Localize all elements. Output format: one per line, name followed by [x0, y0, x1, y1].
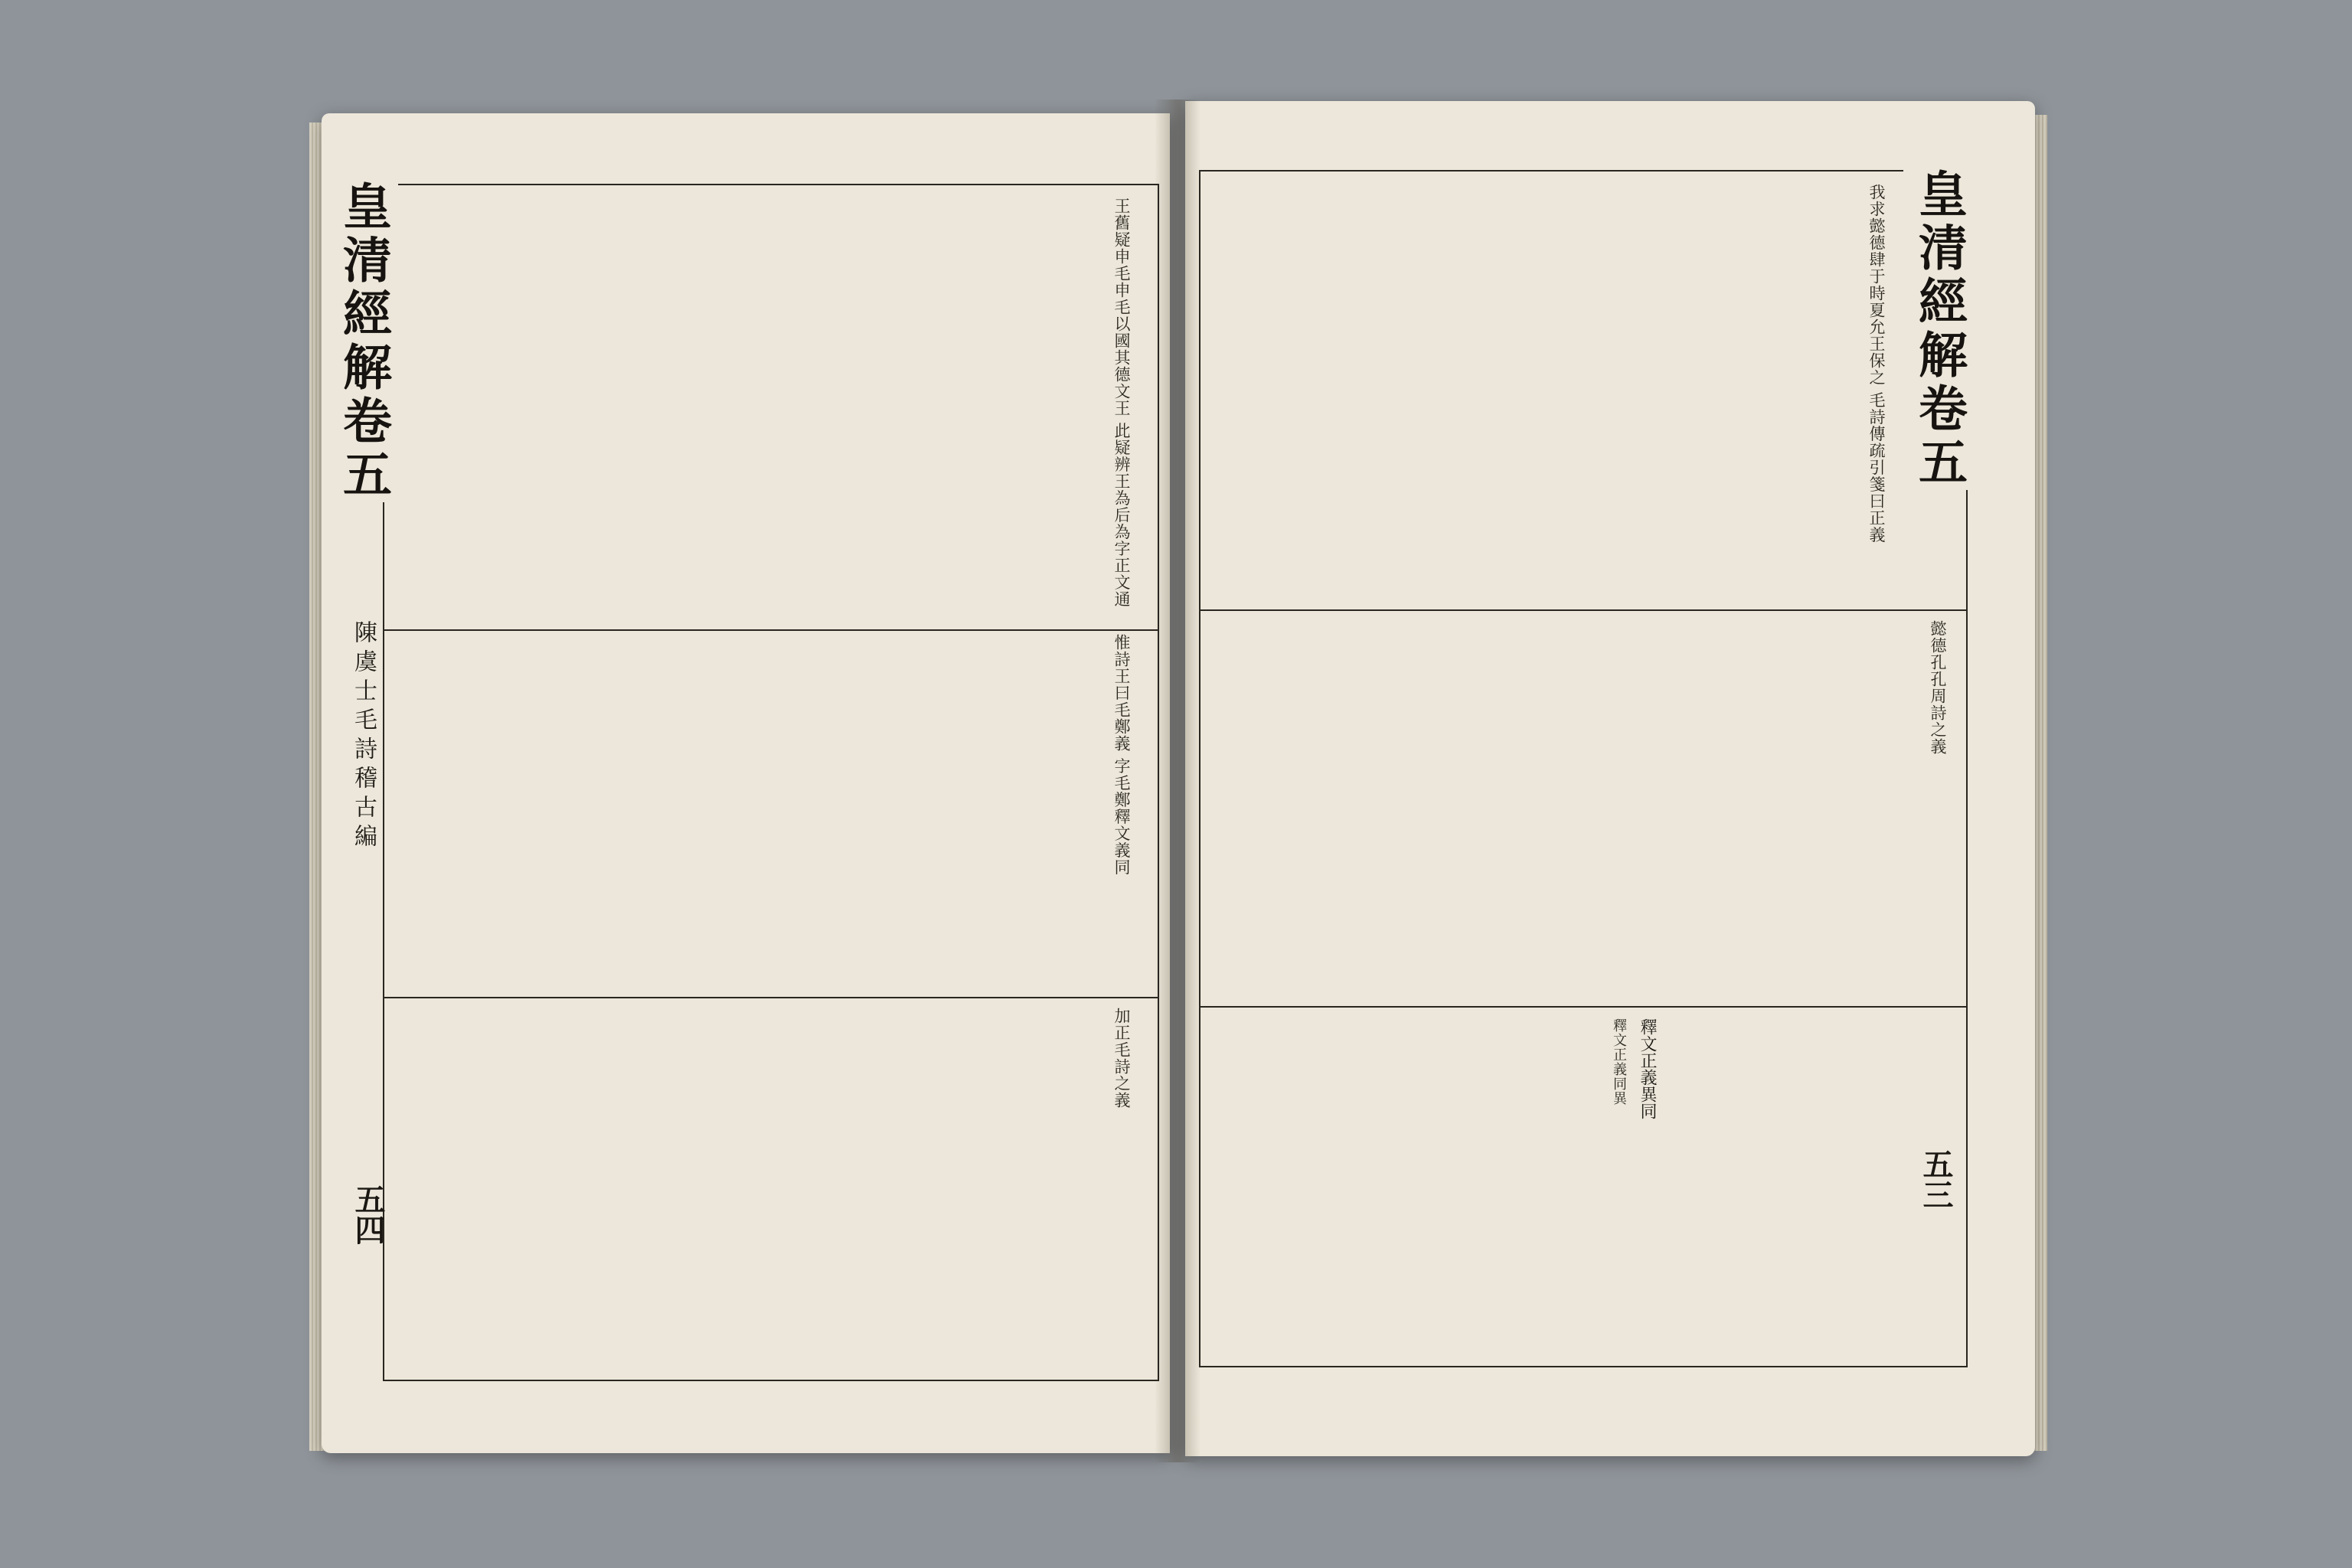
right-divider-lower [1200, 1006, 1966, 1008]
right-middle-text-1: 懿德孔孔周詩之義 [1929, 620, 1947, 755]
left-divider-lower [384, 997, 1158, 998]
left-middle-text-2: 字毛鄭釋文義同 [1112, 757, 1131, 876]
right-title-text: 皇清經解 [1910, 168, 1968, 383]
left-upper-columns [398, 198, 1133, 615]
right-leaf-number: 五三 [1918, 1148, 1954, 1210]
right-lower-columns [1214, 1018, 1628, 1355]
left-divider-upper [384, 629, 1158, 631]
left-title-text: 皇清經解 [335, 181, 392, 395]
left-lower-text-1: 加正毛詩之義 [1112, 1008, 1131, 1109]
right-divider-upper [1200, 609, 1966, 611]
left-middle-columns [398, 634, 1133, 986]
right-upper-text-2: 毛詩傳疏引箋曰正義 [1867, 391, 1886, 544]
left-upper-text-2: 此疑辨王為后為字正文通 [1112, 422, 1131, 608]
left-volume-label: 卷五 [335, 395, 392, 502]
right-lower-text-1: 釋文正義同異 [1611, 1018, 1627, 1106]
right-middle-columns [1214, 620, 1949, 995]
left-upper-text-1: 王舊疑申毛申毛以國其德文王 [1112, 198, 1131, 416]
right-upper-text-1: 我求懿德肆于時夏允王保之 [1867, 184, 1886, 386]
left-lower-columns [398, 1008, 1133, 1367]
book-gutter [1155, 100, 1200, 1462]
left-side-label: 陳虞士毛詩稽古編 [350, 620, 377, 853]
left-running-title [328, 181, 398, 502]
right-volume-label: 卷五 [1910, 383, 1968, 490]
right-upper-columns [1214, 184, 1888, 601]
right-section-heading: 釋文正義異同 [1638, 1018, 1657, 1119]
left-leaf-number: 五四 [350, 1184, 386, 1245]
left-middle-text-1: 惟詩王曰毛鄭義 [1112, 634, 1131, 752]
right-running-title [1903, 168, 1974, 490]
